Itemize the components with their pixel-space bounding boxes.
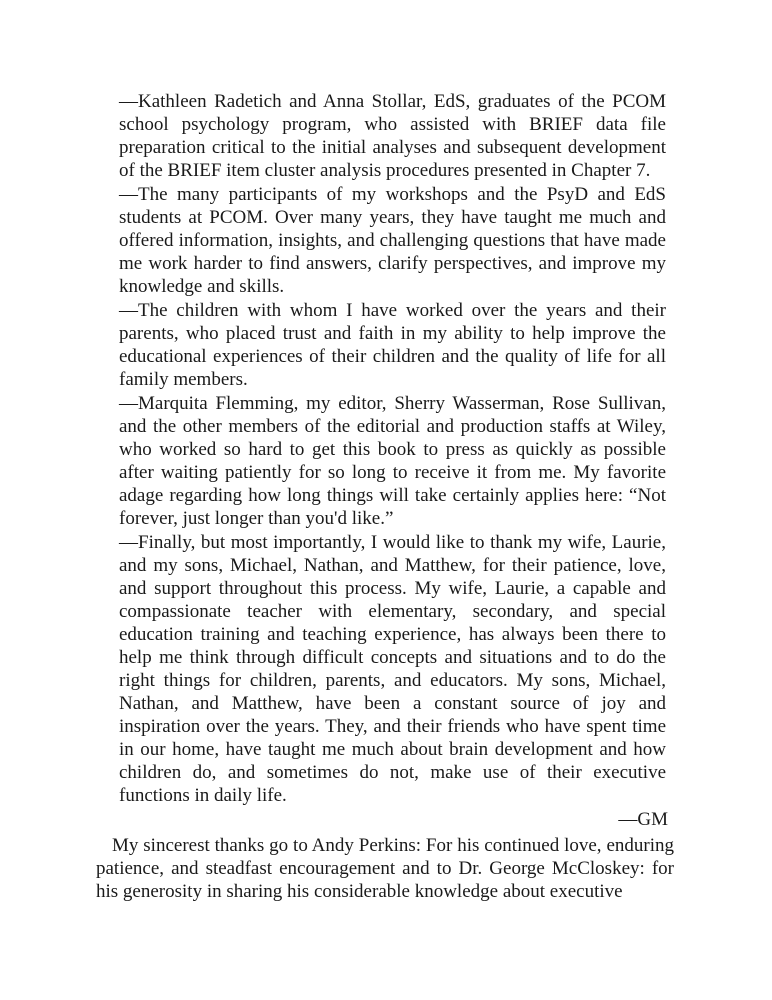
acknowledgment-paragraph: —Finally, but most importantly, I would like to thank my wife, Laurie, and my sons, Michael, Nathan, and Matthew, for their patience, love, and support throughout this process. My wife, Laurie, a capable and compassionate teacher with elementary, secondary, and special education training and teaching experience, has always been there to help me think through difficult concepts and situations and to do the right things for children, parents, and educators. My sons, Michael, Nathan, and Matthew, have been a constant source of joy and inspiration over the years. They, and their friends who have spent time in our home, have taught me much about brain development and how children do, and sometimes do not, make use of their executive functions in daily life. <box>119 532 666 806</box>
author-signature: —GM <box>618 809 668 830</box>
acknowledgment-paragraph: —The children with whom I have worked over the years and their parents, who placed trust and faith in my ability to help improve the educational experiences of their children and the quality of life for all family members. <box>119 300 666 390</box>
acknowledgments-list <box>119 90 666 808</box>
acknowledgment-paragraph: —Kathleen Radetich and Anna Stollar, EdS, graduates of the PCOM school psychology program, who assisted with BRIEF data file preparation critical to the initial analyses and subsequent development of the BRIEF item cluster analysis procedures presented in Chapter 7. <box>119 91 666 181</box>
acknowledgment-paragraph: —Marquita Flemming, my editor, Sherry Wasserman, Rose Sullivan, and the other members of the editorial and production staffs at Wiley, who worked so hard to get this book to press as quickly as possible after waiting patiently for so long to receive it from me. My favorite adage regarding how long things will take certainly applies here: “Not forever, just longer than you'd like.” <box>119 393 666 529</box>
acknowledgment-paragraph: —The many participants of my workshops and the PsyD and EdS students at PCOM. Over many years, they have taught me much and offered information, insights, and challenging questions that have made me work harder to find answers, clarify perspectives, and improve my knowledge and skills. <box>119 184 666 297</box>
closing-paragraph: My sincerest thanks go to Andy Perkins: For his continued love, enduring patience, and steadfast encouragement and to Dr. George McCloskey: for his generosity in sharing his considerable knowledge about executive <box>96 835 674 902</box>
